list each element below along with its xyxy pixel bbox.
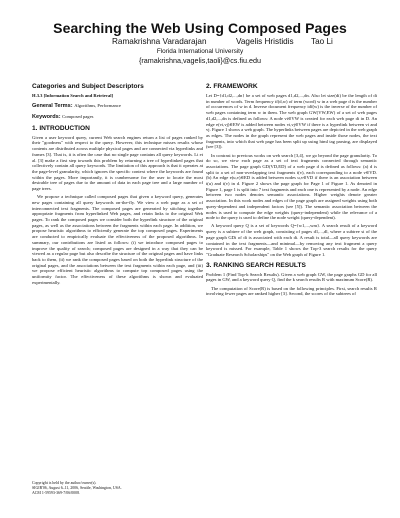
copyright-notice (32, 481, 203, 495)
categories-heading: Categories and Subject Descriptors (32, 83, 144, 90)
author-name: Ramakrishna Varadarajan (112, 37, 207, 46)
copyright-line: Copyright is held by the author/owner(s). (32, 481, 97, 485)
framework-paragraph: In contrast to previous works on web search [3,4], we go beyond the page granularity. To do so, we view each page as a set of text fragments connected through semantic associations. The page graph GD(VD,ED) of a web page d is defined as follows: (a) d is split to a set of non-overlapping text fragments t(v), each corresponding to a node v∈VD. (b) An edge e(u,v)∈ED is added between nodes u,v∈VD if there is an association between t(u) and t(v) in d. Figure 2 shows the page graph for Page 1 of Figure 1. As denoted in Figure 1, page 1 is split into 7 text fragments and each one is represented by a node. An edge between two nodes denotes semantic associations. Higher weights denote greater association. In this work nodes and edges of the page graph are assigned weights using both query-dependent and independent factors (see [5]). The semantic association between the nodes is used to compute the edge weights (query-independent) while the relevance of a node to the query is used to define the node weight (query-dependent). (206, 152, 377, 221)
affiliation: Florida International University (156, 48, 244, 55)
author-name: Tao Li (311, 37, 333, 46)
left-column (32, 83, 203, 288)
framework-heading: 2. FRAMEWORK (206, 83, 258, 90)
right-column (206, 83, 377, 300)
categories-value: H.3.3 [Information Search and Retrieval] (32, 93, 114, 98)
intro-paragraph: Given a user keyword query, current Web search engines return a list of pages ranked by their "goodness" with respect to the query. However, this technique misses results whose contents are distributed across multiple physical pages and are connected via hyperlinks and frames [3]. That is, it is often the case that no single page contains all query keywords. Li et al. [3] make a first step towards this problem by returning a tree of hyperlinked pages that collectively contain all query keywords. The limitation of this approach is that it operates at the page-level granularity, which ignores the specific context where the keywords are found within the pages. More importantly, it is cumbersome for the user to locate the most desirable tree of pages due to the amount of data in each page tree and a large number of page trees. (32, 134, 203, 192)
framework-paragraph: A keyword query Q is a set of keywords Q={w1,...,wm}. A search result of a keyword query is a subtree of the web graph, consisting of pages d1,...,dl, where a subtree si of the page graph GDi of di is associated with each di. A result is total—all query keywords are contained in the text fragments—and minimal—by removing any text fragment a query keyword is missed. For example, Table 1 shows the Top-3 search results for the query "Graduate Research Scholarships" on the Web graph of Figure 1. (206, 223, 377, 257)
intro-paragraph: We propose a technique called composed pages that given a keyword query, generates new pages containing all query keywords on-the-fly. We view a web page as a set of interconnected text fragments. The composed pages are generated by stitching together appropriate fragments from hyperlinked Web pages, and retain links to the original Web pages. To rank the composed pages we consider both the hyperlink structure of the original pages, as well as the associations between the fragments within each page. In addition, we propose heuristic algorithms to efficiently generate the top composed pages. Experiments are conducted to empirically evaluate the effectiveness of the proposed algorithms. In summary, our contributions are listed as follows: (i) we introduce composed pages to improve the quality of search; composed pages are designed in a way that they can be viewed as a regular page but also describe the structure of the original pages and have links back to them, (ii) we rank the composed pages based on both the hyperlink structure of the original pages, and the associations between the text fragments within each page, and (iii) we propose efficient heuristic algorithms to compute top composed pages using the uniformity factor. The effectiveness of these algorithms is shown and evaluated experimentally. (32, 194, 203, 285)
general-terms-label: General Terms: (32, 102, 73, 109)
keywords (32, 113, 203, 121)
author-emails: {ramakrishna,vagelis,taoli}@cs.fiu.edu (139, 56, 261, 65)
paper-title: Searching the Web Using Composed Pages (53, 20, 347, 36)
general-terms (32, 102, 203, 110)
copyright-line: ACM 1-59593-369-7/06/0008. (32, 490, 80, 495)
ranking-paragraph: The computation of Score(R) is based on the following principles. First, search results R involving fewer pages are ranked higher [3]. Second, the scores of the subtrees of (206, 285, 377, 297)
ranking-heading: 3. RANKING SEARCH RESULTS (206, 261, 306, 269)
ranking-paragraph: Problem 1 (Find Top-k Search Results). Given a web graph GW, the page graphs GD for all pages in GW, and a keyword query Q, find the k search results R with maximum Score(R). (206, 271, 377, 283)
keywords-label: Keywords: (32, 113, 61, 120)
general-terms-value: Algorithms, Performance (74, 102, 121, 108)
framework-paragraph: Let D={d1,d2,...,dn} be a set of web pages d1,d2,...,dn. Also let size(di) be the length of di in number of words. Term frequency tf(d,w) of term (word) w in a web page d is the number of occurrences of w in d. Inverse document frequency idf(w) is the inverse of the number of web pages containing term w in them. The web graph GW(VW,EW) of a set of web pages d1,d2,...,dn is defined as follows: A node vi∈VW is created for each web page di in D. An edge e(vi,vj)∈EW is added between nodes vi,vj∈VW if there is a hyperlink between vi and vj. Figure 1 shows a web graph. The hyperlinks between pages are depicted in the web graph as edges. The nodes in the graph represent the web pages and inside those nodes, the text fragments, into which that web page has been split up using html tag parsing, are displayed (see [3]). (206, 93, 377, 150)
author-name: Vagelis Hristidis (236, 37, 294, 46)
keywords-value: Composed pages (62, 113, 94, 119)
copyright-line: SIGIR'06, August 6–11, 2006, Seattle, Washington, USA. (32, 485, 122, 490)
introduction-heading: 1. INTRODUCTION (32, 124, 90, 132)
